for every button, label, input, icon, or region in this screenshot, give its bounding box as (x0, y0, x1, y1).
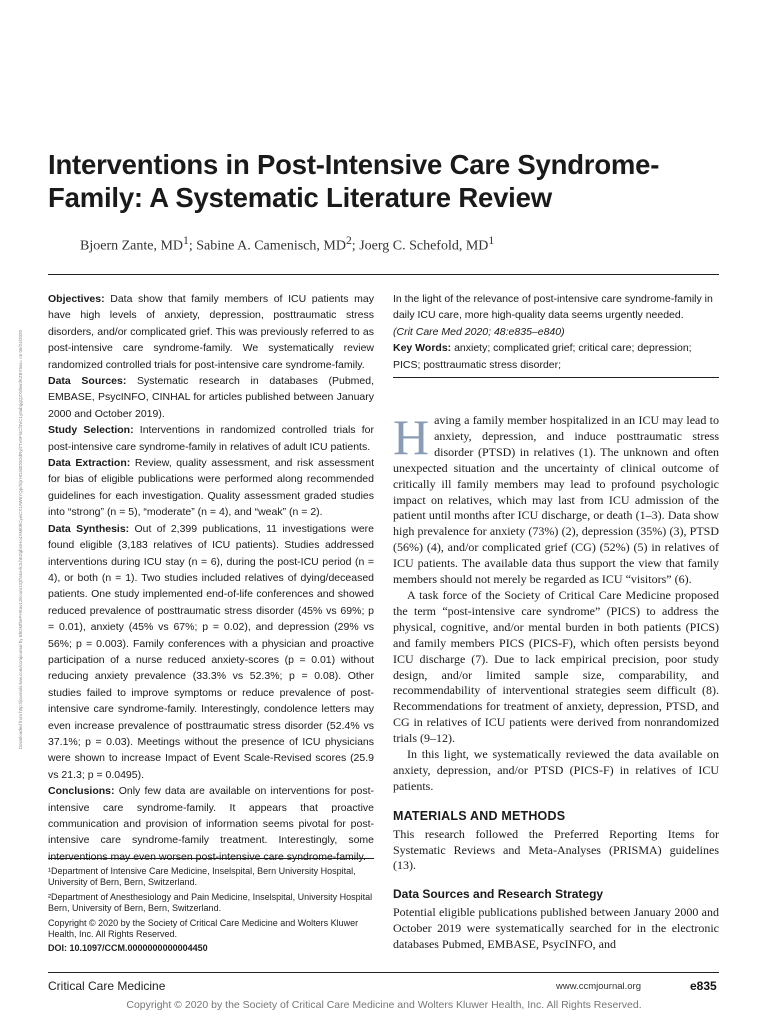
section-heading-methods: MATERIALS AND METHODS (393, 808, 566, 823)
author-name: Joerg C. Schefold, MD (359, 238, 489, 254)
abstract-section-objectives (48, 291, 374, 373)
abstract-right-column (393, 291, 719, 373)
subsection-heading-sources: Data Sources and Research Strategy (393, 887, 604, 902)
abstract-label: Study Selection: (48, 424, 134, 437)
abstract-section-data-sources (48, 373, 374, 422)
paragraph-text: aving a family member hospitalized in an ICU may lead to anxiety, depression, and induce posttraumatic stress disorder (PTSD) in relatives (1). The unknown and often unexpected situation and the uncertainty of clinical outcome of critically ill family members may lead to profound psychologic impact on relatives, which may last from ICU admission of the patient until months after ICU discharge, or death (1–3). Data show high prevalence for anxiety (73%) (2), depression (35%) (3), PTSD (56%) (4), and/or complicated grief (CG) (52%) (5) in relatives of ICU patients. The available data thus support the view that family members should not merely be regarded as ICU “visitors” (6). (393, 413, 719, 587)
title-divider (48, 274, 719, 275)
drop-cap: H (393, 409, 430, 465)
download-watermark: Downloaded from http://journals.lww.com/ccmjournal by BhDMf5ePHKav1zEoum1tQfN4a+kJLhEZgbsIHo4XMi0hCywCX1AWnYQp/IlQrHD3i3D0OdRyi7TvSFl4Cf3VC1y0abggQZXdtwnfKZBYtws= on 06/24/2020 (18, 330, 23, 750)
abstract-text: Systematic research in databases (Pubmed, EMBASE, PsycINFO, CINHAL for articles published between January 2000 and October 2019). (48, 375, 375, 420)
affiliation-footnote: ¹Department of Intensive Care Medicine, Inselspital, Bern University Hospital, University of Bern, Bern, Switzerland. (48, 866, 356, 888)
abstract-text: Out of 2,399 publications, 11 investigations were found eligible (3,183 relatives of ICU patients). Studies addressed interventions during ICU stay (n = 6), during the post-ICU period (n = 4), or both (n = 1). Two studies included relatives of dying/deceased patients. One study implemented end-of-life conferences and showed reduced prevalence of posttraumatic stress disorder (45% vs 69%; p = 0.01), anxiety (45% vs 67%; p = 0.02), and depression (29% vs 56%; p = 0.003). Family conferences with a physician and proactive participation of a nurse reduced anxiety-scores (p = 0.01) without reducing anxiety prevalence (33.3% vs 52.3%; p = 0.08). Other studies failed to improve symptoms or reduce prevalence of post-intensive care syndrome-family. Interestingly, condolence letters may even increase prevalence of posttraumatic stress disorder (52.4% vs 37.1%; p = 0.03). Meetings without the presence of ICU physicians were shown to increase Impact of Event Scale-Revised scores (25.9 vs 21.3; p = 0.0495). (48, 522, 375, 781)
abstract-continuation: In the light of the relevance of post-intensive care syndrome-family in daily ICU care, more high-quality data seems urgently needed. (393, 293, 713, 322)
abstract-divider (393, 377, 719, 378)
journal-url-link[interactable]: www.ccmjournal.org (556, 981, 641, 992)
abstract-label: Data Sources: (48, 375, 127, 388)
footer-divider (48, 972, 719, 973)
abstract-text: Data show that family members of ICU patients may have high levels of anxiety, depression, posttraumatic stress disorders, and/or complicated grief. This was previously referred to as post-intensive care syndrome-family. We systematically review randomized controlled trials for post-intensive care syndrome-family. (48, 293, 375, 371)
abstract-section-data-synthesis (48, 521, 374, 784)
author-name: Bjoern Zante, MD (80, 238, 184, 254)
affiliation-footnote: ²Department of Anesthesiology and Pain Medicine, Inselspital, University Hospital Bern, University of Bern, Bern, Switzerland. (48, 891, 373, 914)
abstract-section-conclusions (48, 783, 374, 865)
abstract-section-data-extraction (48, 455, 374, 521)
author-separator: ; (351, 238, 360, 254)
intro-paragraph (393, 409, 719, 588)
citation-text: (Crit Care Med 2020; 48:e835–e840) (393, 325, 565, 338)
article-title: Interventions in Post-Intensive Care Syndrome-Family: A Systematic Literature Review (48, 149, 660, 213)
author-affiliation-sup: 1 (488, 234, 495, 247)
abstract-text: Interventions in randomized controlled trials for post-intensive care syndrome-family in relatives of adult ICU patients. (48, 424, 374, 453)
abstract-section-study-selection (48, 422, 374, 455)
author-list (80, 234, 720, 255)
author-affiliation-sup: 1 (183, 234, 189, 247)
copyright-footnote: Copyright © 2020 by the Society of Critical Care Medicine and Wolters Kluwer Health, Inc. All Rights Reserved. (48, 917, 359, 940)
body-text-column (393, 409, 719, 953)
author-affiliation-sup: 2 (345, 234, 352, 247)
sources-paragraph: Potential eligible publications published between January 2000 and October 2019 were systematically searched for in the electronic databases Pubmed, EMBASE, PsycINFO, and (393, 905, 719, 952)
abstract-text: Only few data are available on interventions for post-intensive care syndrome-family. It appears that proactive communication and provision of information seems pivotal for post-intensive care syndrome-family treatment. Interestingly, some interventions may even worsen post-intensive care syndrome-family. (48, 785, 374, 863)
keywords (393, 340, 719, 373)
footnote-divider (48, 858, 374, 859)
citation (393, 324, 719, 340)
abstract-text: Review, quality assessment, and risk assessment for bias of eligible publications were performed along recommended guidelines for each investigation. Quality assessment graded studies into “strong” (n = 5), “moderate” (n = 4), and “weak” (n = 2). (48, 457, 374, 519)
abstract-label: Data Extraction: (48, 457, 131, 470)
methods-paragraph: This research followed the Preferred Reporting Items for Systematic Reviews and Meta-Analyses (PRISMA) guidelines (13). (393, 826, 719, 873)
copyright-notice: Copyright © 2020 by the Society of Critical Care Medicine and Wolters Kluwer Health, Inc. All Rights Reserved. (126, 999, 642, 1011)
keywords-text: anxiety; complicated grief; critical care; depression; PICS; posttraumatic stress disorder; (393, 342, 692, 371)
page-number: e835 (690, 979, 717, 993)
footnotes (48, 866, 374, 958)
intro-paragraph: A task force of the Society of Critical Care Medicine proposed the term “post-intensive care syndrome” (PICS) to address the physical, cognitive, and/or mental burden in both patients (PICS) and family members PICS (PICS-F), which often persists beyond ICU discharge (7). Due to lack empirical precision, poor study design, and/or limited sample size, comparability, and recommendability of interventional strategies seem difficult (8). Recommendations for treatment of anxiety, depression, PTSD, and CG in relatives of ICU patients were derived from nonrandomized trials (9–12). (393, 587, 719, 746)
author-separator: ; (188, 238, 197, 254)
doi-link[interactable]: DOI: 10.1097/CCM.0000000000004450 (48, 943, 208, 954)
journal-name: Critical Care Medicine (48, 979, 166, 993)
abstract-left-column (48, 291, 374, 865)
abstract-label: Conclusions: (48, 785, 115, 798)
keywords-label: Key Words: (393, 342, 452, 355)
intro-paragraph: In this light, we systematically reviewed the data available on anxiety, depression, and/or PTSD (PICS-F) in relatives of ICU patients. (393, 747, 719, 793)
abstract-label: Data Synthesis: (48, 522, 130, 535)
abstract-label: Objectives: (48, 293, 105, 305)
author-name: Sabine A. Camenisch, MD (196, 238, 346, 254)
